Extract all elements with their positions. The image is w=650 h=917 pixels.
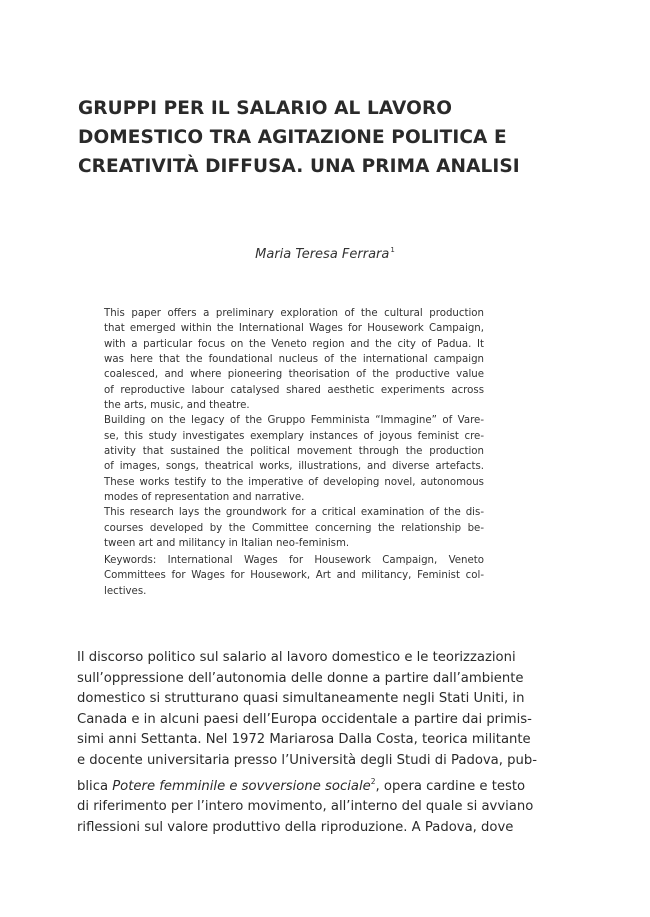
keywords-line: Keywords: International Wages for Housework Campaign, Veneto	[104, 555, 484, 566]
body-line: Canada e in alcuni paesi dell’Europa occidentale a partire dai primis-	[77, 711, 532, 727]
body-text-fragment: , opera cardine e testo	[375, 778, 526, 794]
abstract-line: ativity that sustained the political movement through the production	[104, 446, 484, 458]
cited-work-title: Potere femminile e sovversione sociale	[112, 778, 371, 794]
abstract-line: with a particular focus on the Veneto region and the city of Padua. It	[104, 338, 484, 350]
abstract-line: This paper offers a preliminary exploration of the cultural production	[104, 308, 484, 319]
author-name: Maria Teresa Ferrara	[255, 247, 390, 262]
author-byline	[0, 246, 650, 262]
abstract-line: modes of representation and narrative.	[104, 492, 305, 504]
abstract-line: that emerged within the International Wages for Housework Campaign,	[104, 323, 484, 335]
keywords	[104, 553, 484, 599]
abstract-line: tween art and militancy in Italian neo-feminism.	[104, 538, 350, 550]
body-line: di riferimento per l’intero movimento, all’interno del quale si avviano	[77, 799, 534, 815]
title-line: CREATIVITÀ DIFFUSA. UNA PRIMA ANALISI	[78, 156, 520, 177]
abstract-line: Building on the legacy of the Gruppo Femminista “Immagine” of Vare-	[104, 415, 484, 427]
abstract-line: These works testify to the imperative of developing novel, autonomous	[104, 476, 484, 488]
abstract-line: courses developed by the Committee concerning the relationship be-	[104, 522, 484, 534]
article-title	[78, 94, 578, 181]
body-line-with-citation	[77, 772, 526, 798]
body-paragraph	[77, 648, 538, 838]
abstract-line: of images, songs, theatrical works, illustrations, and diverse artefacts.	[104, 461, 484, 473]
abstract-line: was here that the foundational nucleus of the international campaign	[104, 354, 484, 366]
abstract-line: se, this study investigates exemplary instances of joyous feminist cre-	[104, 430, 484, 442]
footnote-mark[interactable]: 2	[370, 776, 376, 786]
body-line: simi anni Settanta. Nel 1972 Mariarosa Dalla Costa, teorica militante	[77, 732, 531, 748]
body-line: riflessioni sul valore produttivo della riproduzione. A Padova, dove	[77, 819, 514, 835]
abstract-line: coalesced, and where pioneering theorisation of the productive value	[104, 369, 484, 381]
abstract-line: of reproductive labour catalysed shared aesthetic experiments across	[104, 384, 484, 396]
keywords-line: Committees for Wages for Housework, Art and militancy, Feminist col-	[104, 570, 484, 582]
keywords-line: lectives.	[104, 585, 147, 597]
body-line: Il discorso politico sul salario al lavoro domestico e le teorizzazioni	[77, 650, 516, 665]
body-line: domestico si strutturano quasi simultaneamente negli Stati Uniti, in	[77, 691, 525, 707]
abstract-line: This research lays the groundwork for a critical examination of the dis-	[104, 507, 484, 519]
abstract	[104, 306, 484, 552]
title-line: DOMESTICO TRA AGITAZIONE POLITICA E	[78, 127, 507, 148]
body-text-fragment: blica	[77, 778, 113, 794]
body-line: e docente universitaria presso l’Università degli Studi di Padova, pub-	[77, 752, 538, 768]
abstract-line: the arts, music, and theatre.	[104, 400, 250, 412]
author-footnote-mark[interactable]: 1	[390, 246, 395, 254]
body-line: sull’oppressione dell’autonomia delle donne a partire dall’ambiente	[77, 670, 524, 686]
title-line: GRUPPI PER IL SALARIO AL LAVORO	[78, 98, 453, 119]
